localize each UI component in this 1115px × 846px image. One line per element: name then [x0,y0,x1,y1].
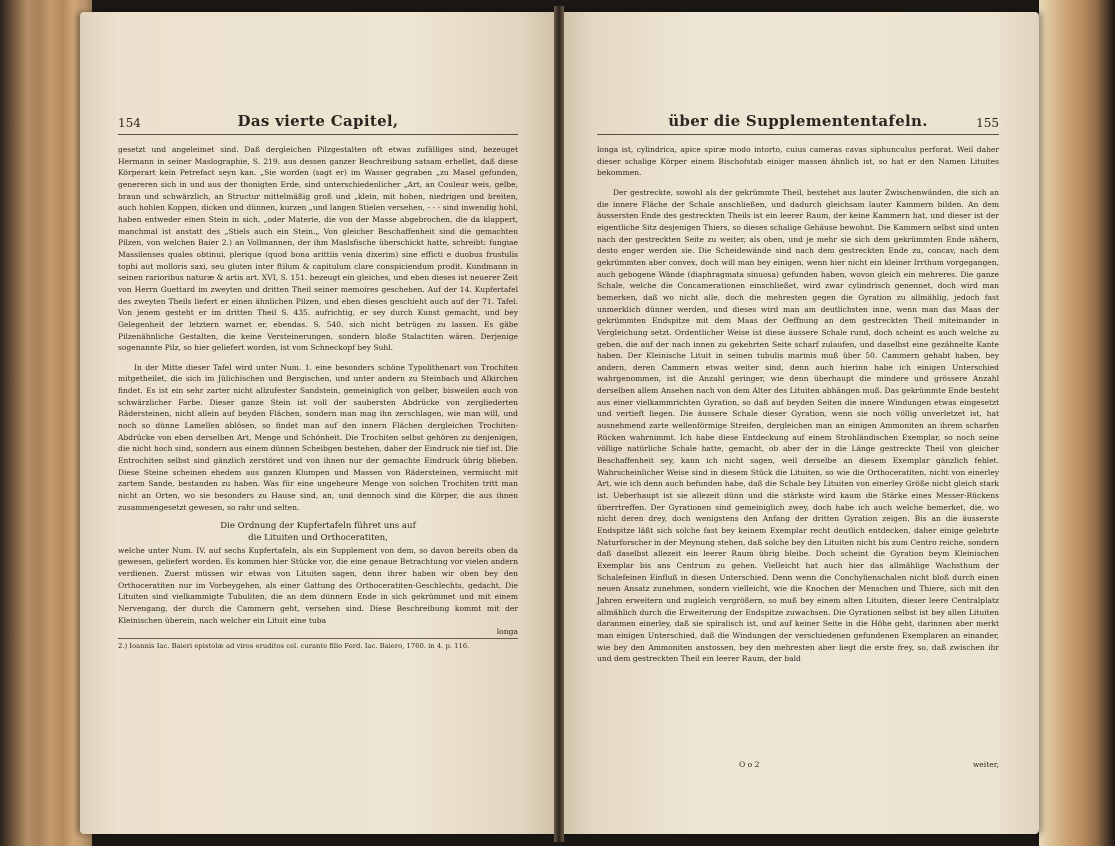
book-gutter [554,6,564,842]
right-page [559,12,1039,834]
header-rule [118,134,518,135]
paragraph: Der gestreckte, sowohl als der gekrümmte Theil, bestehet aus lauter Zwischenwänden, die sich an die innere Fläche der Schale anschließen, und dadurch gleichsam lauter Kammern bilden. An dem äussersten Ende des gestreckten Theils ist ein leerer Raum, der keine Kammern hat, und dieser ist der eigentliche Sitz desjenigen Thiers, so dieses schalige Gehäuse bewohnt. Die Kammern selbst sind unten nach der gestreckten Seite zu weiter, als oben, und je mehr sie sich dem gekrümmten Ende nähern, desto enger werden sie. Die Scheidewände sind nach dem gestreckten Ende zu, concav, nach dem gekrümmten aber convex, doch will man bey einigen, wenn hier nicht ein kleiner Irrthum vorgegangen, auch gebogene Wände (diaphragmata sinuosa) gefunden haben, wovon gleich ein mehreres. Die ganze Schale, welche die Concamerationen einschließet, wird zwar cylindrisch genennet, doch wird man bemerken, daß wo nicht alle, doch die mehresten gegen die Gyration zu allmählig, jedoch fast unmerklich dünner werden, und dieses wird man am deutlichsten inne, wenn man das Maas der gekrümmten Endspitze mit dem Maas der Oeffnung an dem gestreckten Theil miteinander in Vergleichung setzt. Ordentlicher Weise ist diese äussere Schale rund, doch scheint es auch welche zu geben, die auf der nach innen zu gekehrten Seite scharf zulaufen, und daselbst eine gezähnelte Kante haben. Der Kleinische Lituit in seinen tubulis marinis muß über 50. Cammern gehabt haben, bey andern, deren Cammern etwas weiter sind, denn auch hierinn habe ich einigen Unterschied wahrgenommen, ist die Anzahl geringer, wie denn überhaupt die mindere und grössere Anzahl derselben allem Ansehen nach von dem Alter des Lituiten abhängen muß. Das gekrümmte Ende besteht aus einer vielkammrichten Gyration, so daß auf beyden Seiten die innere Windungen etwas eingesetzt und vertieft liegen. Die äussere Schale dieser Gyration, wenn sie noch völlig unverletzet ist, hat ausnehmend zarte wellenförmige Streifen, dergleichen man an einigen Ammoniten an ihrem scharfen Rücken wahrnimmt. Ich habe diese Entdeckung auf einem Strohländischen Exemplar, so noch seine völlige natürliche Schale hatte, gemacht, ob aber der in die Länge gestreckte Theil von gleicher Beschaffenheit sey, kann ich nicht sagen, weil derselbe an diesem Exemplar gänzlich fehlet. Wahrscheinlicher Weise sind in diesem Stück die Lituiten, so wie die Orthoceratiten, nicht von einerley Art, wie ich denn auch befunden habe, daß die Schale bey Lituiten von einerley Größe nicht gleich stark ist. Ueberhaupt ist sie allezeit dünn und die stärkste wird kaum die Stärke eines Messer-Rückens überrtreffen. Der Gyrationen sind gemeiniglich zwey, doch habe ich auch welche bemerket, die, wo nicht deren drey, doch wenigstens den Anfang der dritten Gyration zeigen. Bis an die äusserste Endspitze läßt sich solche fast bey keinem Exemplar recht deutlich entdecken, daher einige gelehrte Naturforscher in der Meynung stehen, daß solche bey den Lituiten nicht bis zum Centro reiche, sondern daß daselbst allezeit ein leerer Raum übrig bleibe. Doch scheint die Gyration beym Kleinischen Exemplar bis ans Centrum zu gehen. Vielleicht hat auch hier das allmählige Wachsthum der Schalefeinen Einfluß in diesen Unterschied. Denn wenn die Conchylienschalen nicht bloß durch einen neuen Ansatz zunehmen, sondern vielleicht, wie die Knochen der Menschen und Thiere, sich mit den Jahren erweitern und zugleich vergrößern, so muß bey einem alten Lituiten, dieser leere Centralplatz allmählich durch die Erweiterung der Endspitze zuwachsen. Die Gyrationen selbst ist bey allen Lituiten daranmen einerley, daß sie spiralisch ist, und auf keiner Seite in die Höhe geht, darinnen aber merkt man einigen Unterschied, daß die Windungen der verschiedenen gefundenen Exemplaren an einander, wie bey den Ammoniten anstossen, bey den mehresten aber liegt die erste frey, so, daß zwischen ihr und dem gestreckten Theil ein leerer Raum, der bald [597,187,999,664]
left-page [80,12,558,834]
footnote: 2.) Ioannis Iac. Baieri epistolæ ad viros eruditos cel. curante filio Ferd. Iac. Baiero, 1760. in 4. p. 116. [118,638,518,651]
page-number: 154 [118,116,141,130]
signature-mark: O o 2 [739,760,760,769]
left-header [118,112,518,134]
right-header [597,112,999,134]
book-edge-left [0,0,92,846]
section-heading: die Lituiten und Orthoceratiten, [248,533,388,543]
section-heading: Die Ordnung der Kupfertafeln führet uns auf [220,521,416,532]
left-page-body [118,144,518,651]
paragraph: welche unter Num. IV. auf sechs Kupfertafeln, als ein Supplement von dem, so davon bereits oben da gewesen, geliefert worden. Es kommen hier Stücke vor, die eine genaue Betrachtung vor vielen andern verdienen. Zuerst müssen wir etwas von Lituiten sagen, denn ihrer haben wir oben bey den Orthoceratiten nur im Vorbeygehen, als einer Gattung des Orthoceratiten-Geschlechts, gedacht. Die Lituiten sind vielkammigte Tubuliten, die an dem dünnern Ende in sich gekrümmet und mit einem Nervengang, der durch die Cammern geht, versehen sind. Diese Beschreibung kommt mit der Kleinischen überein, nach welcher ein Lituit eine tuba [118,545,518,625]
running-head: über die Supplemententafeln. [668,112,928,130]
paragraph: In der Mitte dieser Tafel wird unter Num. 1. eine besonders schöne Typolithenart von Trochiten mitgetheilet, die sich im Jülichischen und Bergischen, und unter andern zu Steinbach und Alkirchen findet. Es ist ein sehr zarter nicht allzufester Sandstein, gemeiniglich von gelber, bisweilen auch von schwärzlicher Farbe. Dieser ganze Stein ist voll der saubersten Abdrücke von zergliederten Rädersteinen, nicht allein auf beyden Flächen, sondern man mag ihn zerschlagen, wie man will, und noch so dünne Lamellen ablösen, so findet man auf den innern Flächen dergleichen Trochiten-Abdrücke von eben derselben Art, Menge und Schönheit. Die Trochiten selbst gehören zu denjenigen, die nicht hoch sind, sondern aus einem dünnen Scheibgen bestehen, daher der Eindruck nie tief ist. Die Entrochiten selbst sind gänzlich zerstöret und von ihnen nur der gemachte Eindruck übrig blieben. Diese Steine scheinen ehedem aus ganzen Klumpen und Massen von Rädersteinen, vermischt mit zartem Sande, bestanden zu haben. Was für eine ungeheure Menge von solchen Trochiten tritt man nicht an Orten, wo sie besonders zu Hause sind, an, und dennoch sind die Körper, die aus ihnen zusammengesetzt gewesen, so rahr und selten. [118,362,518,512]
catchword: longa [496,627,518,637]
paragraph: longa ist, cylindrica, apice spiræ modo intorto, cuius cameras cavas siphunculus perforat. Weil daher dieser schalige Körper einem Bischofstab einiger massen ähnlich ist, so hat er den Namen Lituites bekommen. [597,145,999,178]
page-number: 155 [976,116,999,130]
paragraph: gesetzt und angeleimet sind. Daß dergleichen Pilzgestalten oft etwas zufälliges sind, bezeuget Hermann in seiner Maslographie, S. 219. aus dessen ganzer Beschreibung satsam erhellet, daß diese Körperart kein Petrefact seyn kan. „Sie worden (sagt er) im Wasser gegraben „zu Masel gefunden, genereren sich in und aus der thonigten Erde, sind unterschiedenlicher „Art, an Couleur weis, gelbe, braun und schwärzlich, an Structur mittelmäßig groß und „klein, mit hohen, niedrigen und breiten, auch hohlen Koppen, dicken und dünnen, kurzen „und langen Stielen versehen, - - - sind inwendig hohl, haben entweder einen Stein in sich, „oder Materie, die von der Masse abgebrochen, die da klappert, manchmal ist anstatt des „Stiels auch ein Stein.„ Von gleicher Beschaffenheit sind die gemachten Pilzen, von welchen Baier 2.) an Vollmannen, der ihm Maslsfische überschickt hatte, schreibt: fungiae Massilenses quales obtinui, plerique (quod bona arittiis venia dixerim) sine efficti e duobus frustulis tophi aut molloris saxi, seu gluten inter ftilum & capitulum clare conspiciendum prodit. Kundmann in seinen rarioribus naturæ & artis art. XVI, S. 151. bezeugt ein gleiches, und eben dieses ist neuerer Zeit von Herrn Guettard im zweyten und dritten Theil seiner memoires geschehen. Auf der 14. Kupfertafel des zweyten Theils liefert er einen ähnlichen Pilzen, und eben dieses geschieht auch auf der 71. Tafel. Von jenem gesteht er im dritten Theil S. 435. aufrichtig, er sey durch Kunst gemacht, und bey Gelegenheit der letztern warnet er, ebendas. S. 540. sich nicht betrügen zu lassen. Es gäbe Pilzenähnliche Gestalten, die keine Versteinerungen, sondern bloße Stalactiten wären. Derjenige sogenannte Pilz, so hier geliefert worden, ist vom Schneckopf bey Suhl. [118,145,518,353]
header-rule [597,134,999,135]
running-head: Das vierte Capitel, [237,112,399,130]
book-edge-right [1039,0,1115,846]
right-page-body [597,144,999,665]
catchword: weiter, [972,760,999,769]
